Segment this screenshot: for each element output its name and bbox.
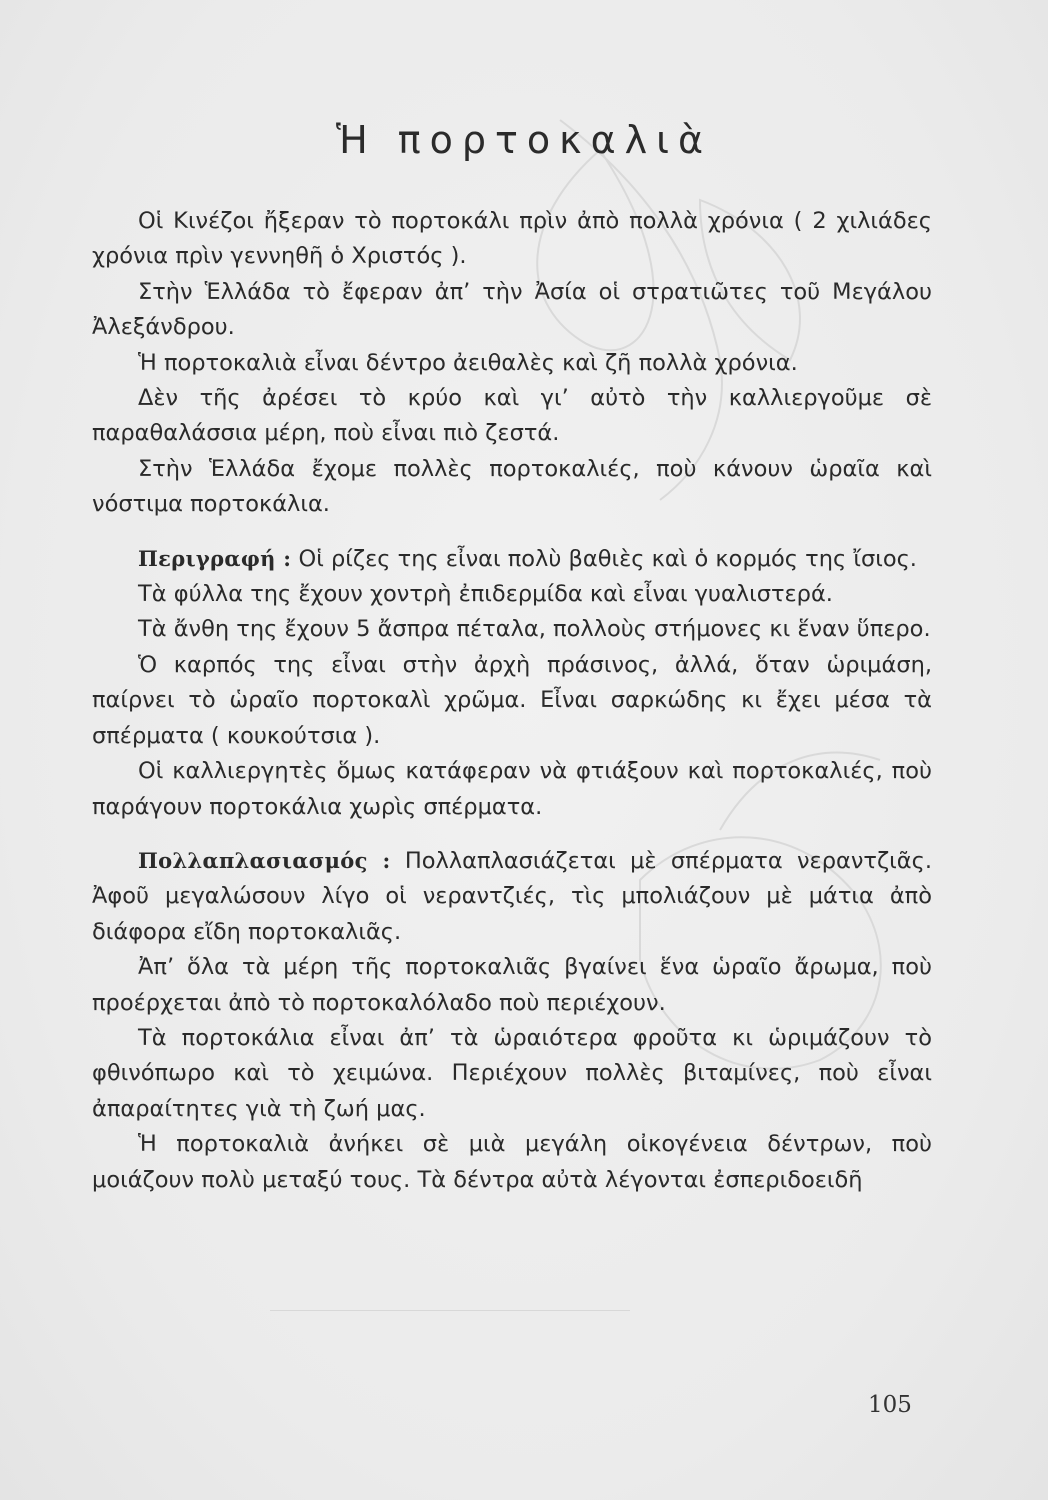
propagation-paragraph-1: Ἀπ’ ὅλα τὰ μέρη τῆς πορτοκαλιᾶς βγαίνει ἕνα ὡραῖο ἄρωμα, ποὺ προέρχεται ἀπὸ τὸ πορτοκαλόλαδο ποὺ περιέχουν. xyxy=(92,954,932,1016)
intro-paragraph-2: Στὴν Ἑλλάδα τὸ ἔφεραν ἀπ’ τὴν Ἀσία οἱ στρατιῶτες τοῦ Μεγάλου Ἀλεξάνδρου. xyxy=(92,278,932,341)
propagation-lead-paragraph xyxy=(92,843,932,950)
propagation-heading: Πολλαπλασιασμός : xyxy=(138,847,391,873)
intro-paragraph-5: Στὴν Ἑλλάδα ἔχομε πολλὲς πορτοκαλιές, ποὺ κάνουν ὡραῖα καὶ νόστιμα πορτοκάλια. xyxy=(92,455,932,518)
description-lead: Οἱ ρίζες της εἶναι πολὺ βαθιὲς καὶ ὁ κορμός της ἴσιος. xyxy=(298,545,917,572)
section-gap xyxy=(92,825,932,843)
body-text xyxy=(92,204,932,1198)
intro-paragraph-1: Οἱ Κινέζοι ἤξεραν τὸ πορτοκάλι πρὶν ἀπὸ πολλὰ χρόνια ( 2 χιλιάδες χρόνια πρὶν γεννηθῆ ὁ Χριστός ). xyxy=(92,208,932,270)
faint-rule xyxy=(270,1310,630,1311)
intro-paragraph-3: Ἡ πορτοκαλιὰ εἶναι δέντρο ἀειθαλὲς καὶ ζῆ πολλὰ χρόνια. xyxy=(138,349,798,376)
description-paragraph-4: Οἱ καλλιεργητὲς ὅμως κατάφεραν νὰ φτιάξουν καὶ πορτοκαλιές, ποὺ παράγουν πορτοκάλια χωρὶς σπέρματα. xyxy=(92,758,932,820)
propagation-paragraph-2: Τὰ πορτοκάλια εἶναι ἀπ’ τὰ ὡραιότερα φροῦτα κι ὡριμάζουν τὸ φθινόπωρο καὶ τὸ χειμώνα. Περιέχουν πολλὲς βιταμίνες, ποὺ εἶναι ἀπαραίτητες γιὰ τὴ ζωή μας. xyxy=(92,1024,932,1122)
section-gap xyxy=(92,523,932,541)
page-title: Ἡ πορτοκαλιὰ xyxy=(335,118,713,162)
intro-paragraph-4: Δὲν τῆς ἀρέσει τὸ κρύο καὶ γι’ αὐτὸ τὴν καλλιεργοῦμε σὲ παραθαλάσσια μέρη, ποὺ εἶναι πιὸ ζεστά. xyxy=(92,385,932,447)
description-heading: Περιγραφή : xyxy=(138,545,292,571)
description-lead-paragraph xyxy=(92,541,932,577)
propagation-paragraph-3: Ἡ πορτοκαλιὰ ἀνήκει σὲ μιὰ μεγάλη οἰκογένεια δέντρων, ποὺ μοιάζουν πολὺ μεταξύ τους. Τὰ δέντρα αὐτὰ λέγονται ἐσπεριδοειδῆ xyxy=(92,1131,932,1193)
description-paragraph-2: Τὰ ἄνθη της ἔχουν 5 ἄσπρα πέταλα, πολλοὺς στήμονες κι ἕναν ὕπερο. xyxy=(138,616,931,643)
description-paragraph-1: Τὰ φύλλα της ἔχουν χοντρὴ ἐπιδερμίδα καὶ εἶναι γυαλιστερά. xyxy=(138,581,833,608)
propagation-lead: Πολλαπλασιάζεται μὲ σπέρματα νεραντζιᾶς. Ἀφοῦ μεγαλώσουν λίγο οἱ νεραντζιές, τὶς μπολιάζουν μὲ μάτια ἀπὸ διάφορα εἴδη πορτοκαλιᾶς. xyxy=(92,847,932,945)
page-number: 105 xyxy=(868,1392,912,1418)
description-paragraph-3: Ὁ καρπός της εἶναι στὴν ἀρχὴ πράσινος, ἀλλά, ὅταν ὡριμάση, παίρνει τὸ ὡραῖο πορτοκαλὶ χρῶμα. Εἶναι σαρκώδης κι ἔχει μέσα τὰ σπέρματα ( κουκούτσια ). xyxy=(92,651,932,749)
